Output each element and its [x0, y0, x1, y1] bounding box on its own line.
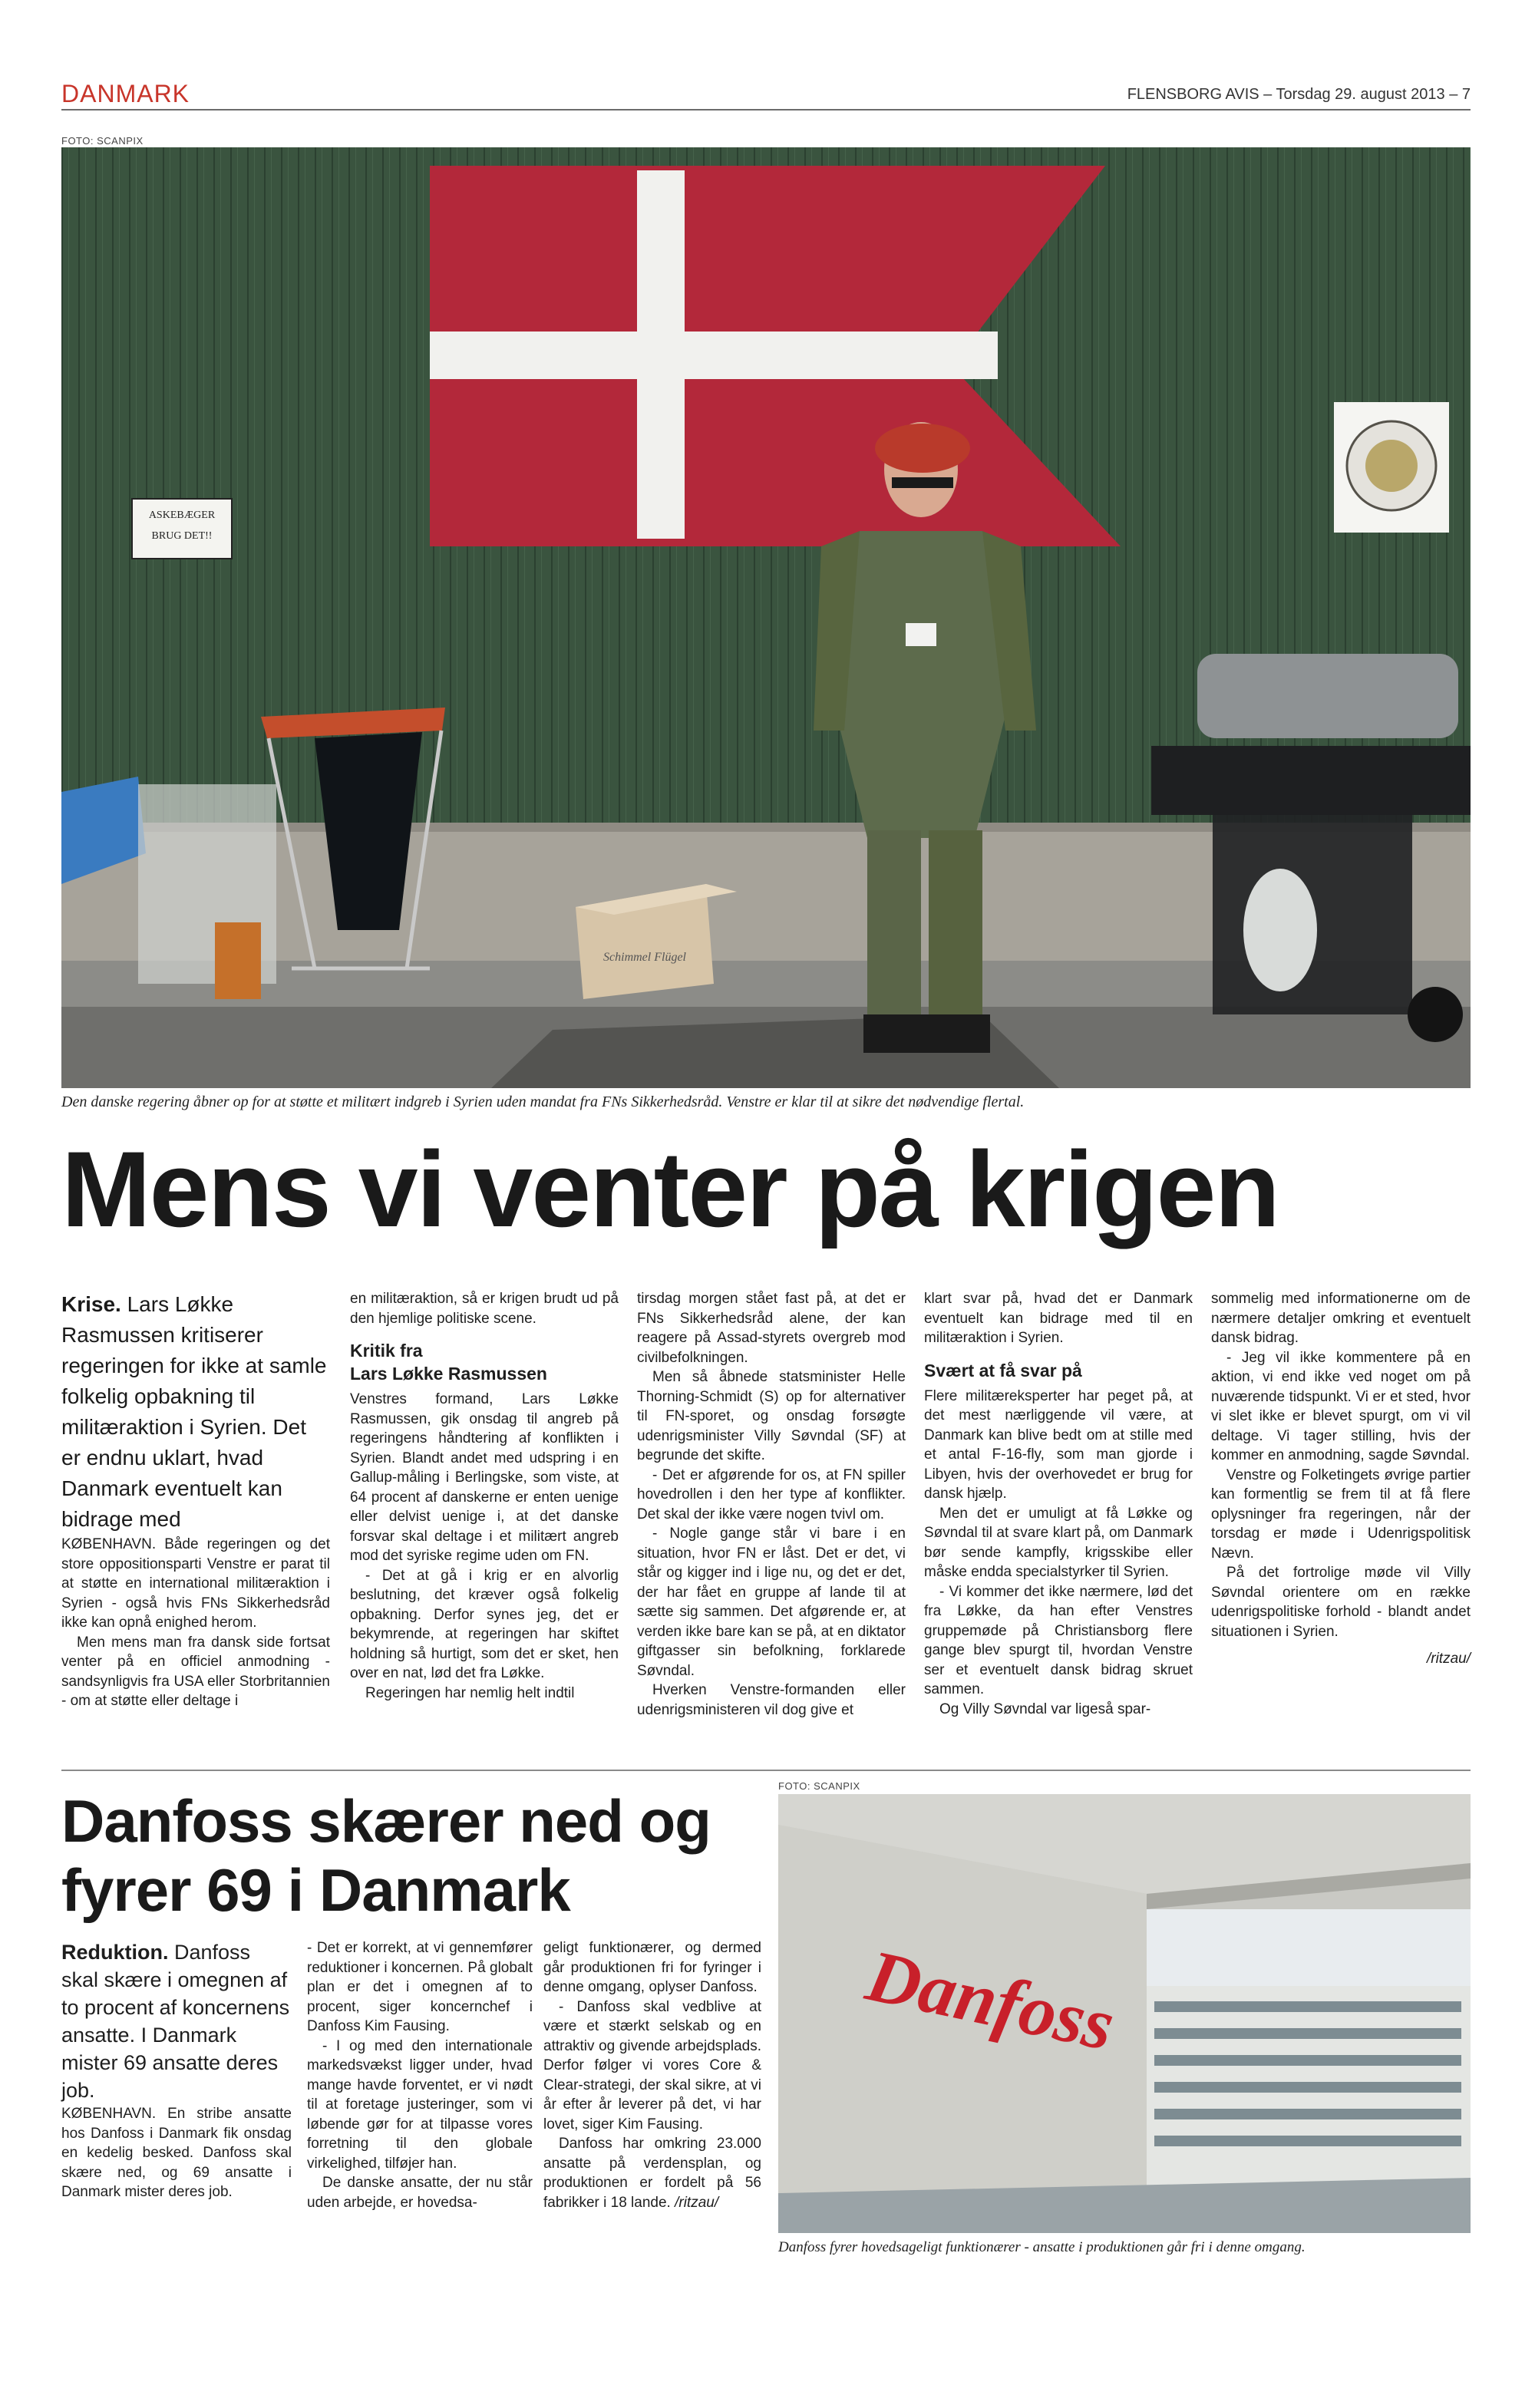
folio: FLENSBORG AVIS – Torsdag 29. august 2013 – 7 [1127, 86, 1471, 103]
paragraph: - Det at gå i krig er en alvorlig beslutning, det kræver også folkelig opbakning. Derfor synes jeg, det er bekymrende, at regeringen har skiftet holdning så hurtigt, som det er sket, hen over en nat, lød det fra Løkke. [350, 1567, 619, 1681]
paragraph: Regeringen har nemlig helt indtil [365, 1684, 575, 1701]
article-column-4 [924, 1289, 1193, 1719]
article-2-column-1 [61, 1938, 292, 2202]
paragraph: Venstre og Folketingets øvrige partier kan formentlig se frem til at få flere oplysninger fra regeringen, når der torsdag er møde i Udenrigspolitisk Nævn. [1211, 1466, 1471, 1562]
wall-sign-text-1: ASKEBÆGER [148, 510, 216, 521]
paragraph: - Det er afgørende for os, at FN spiller hovedrollen i den her type af konflikter. Det skal der ikke være nogen tvivl om. [637, 1466, 906, 1522]
box-writing: Schimmel Flügel [603, 951, 686, 964]
photo-caption: Den danske regering åbner op for at støtte et militært indgreb i Syrien uden mandat fra FNs Sikkerhedsråd. Venstre er klar til at sikre det nødvendige flertal. [61, 1093, 1025, 1110]
paragraph: tirsdag morgen stået fast på, at det er FNs Sikkerhedsråd alene, der kan reagere på Assad-styrets overgreb mod civilbefolkningen. [637, 1291, 906, 1366]
article-2-lead [61, 1938, 292, 2104]
paragraph: Og Villy Søvndal var ligeså spar- [939, 1700, 1151, 1717]
lead-kicker: Reduktion. [61, 1941, 169, 1964]
subheading-line-1: Kritik fra [350, 1341, 423, 1361]
paragraph: en militæraktion, så er krigen brudt ud på den hjemlige politiske scene. [350, 1291, 619, 1327]
danfoss-photo-graphic [778, 1794, 1471, 2233]
lead-text: Danfoss skal skære i omegnen af to procent af koncernens ansatte. I Danmark mister 69 ansatte deres job. [61, 1941, 290, 2102]
headline-line-1: Danfoss skærer ned og [61, 1787, 711, 1855]
article-column-1 [61, 1289, 330, 1711]
article-2-column-3 [543, 1938, 761, 2212]
byline-ritzau: /ritzau/ [1426, 1651, 1471, 1667]
subheading-line-2: Lars Løkke Rasmussen [350, 1364, 547, 1384]
paragraph: - Danfoss skal vedblive at være et stærkt selskab og en attraktiv og givende arbejdsplads. Derfor følger vi vores Core & Clear-strategi, der skal sikre, at vi år efter år leverer på det, vi har lovet, siger Kim Fausing. [543, 1998, 761, 2133]
danfoss-photo [778, 1794, 1471, 2233]
lead-text: Lars Løkke Rasmussen kritiserer regeringen for ikke at samle folkelig opbakning til militæraktion i Syrien. Det er endnu uklart, hvad Danmark eventuelt kan bidrage med [61, 1292, 327, 1531]
paragraph: geligt funktionærer, og dermed går produktionen fri for fyringer i denne omgang, oplyser Danfoss. [543, 1940, 761, 1995]
paragraph: Men så åbnede statsminister Helle Thorning-Schmidt (S) op for alternativer til FN-sporet, og onsdag forsøgte udenrigsminister Villy Søvndal (SF) at begrunde det skifte. [637, 1369, 906, 1463]
paragraph: - Jeg vil ikke kommentere på en aktion, vi end ikke ved noget om på nuværende tidspunkt. Vi er et sted, hvor vi slet ikke er blevet spurgt, om vi vil deltage. Vi tager stilling, hvis der kommer en anmodning, sagde Søvndal. [1211, 1349, 1471, 1463]
paragraph: Hverken Venstre-formanden eller udenrigsministeren vil dog give et [637, 1682, 906, 1718]
paragraph: Men det er umuligt at få Løkke og Søvndal til at svare klart på, om Danmark bør sende kampfly, krigsskibe eller måske endda specialstyrker til Syrien. [924, 1505, 1193, 1580]
byline-ritzau: /ritzau/ [675, 2194, 719, 2211]
photo-credit: FOTO: SCANPIX [61, 135, 144, 147]
paragraph: - Nogle gange står vi bare i en situation, hvor FN er låst. Det er det, vi står og kigger ind i lige nu, og det er det, der har fået en gruppe af lande til at sætte sig sammen. Det afgørende er, at verden ikke bare kan se på, at en diktator giftgasser sin befolkning, forklarede Søvndal. [637, 1526, 906, 1679]
paragraph-text: Danfoss har omkring 23.000 ansatte på verdensplan, og produktionen er fordelt på 56 fabrikker i 18 lande. [543, 2136, 761, 2211]
paragraph: Venstres formand, Lars Løkke Rasmussen, gik onsdag til angreb på regeringens håndtering af konflikten i Syrien. Blandt andet med udspring i en Gallup-måling i Berlingske, som viste, at 64 procent af danskerne er enten uenige eller delvist uenige i, at det danske forsvar skal deltage i et militært angreb mod det syriske regime uden om FN. [350, 1391, 619, 1564]
subheading [350, 1339, 619, 1385]
paragraph: Men mens man fra dansk side fortsat venter på en officiel anmodning - sandsynligvis fra USA eller Storbritannien - om at støtte eller deltage i [61, 1634, 330, 1709]
paragraph: - Vi kommer det ikke nærmere, lød det fra Løkke, da han efter Venstres gruppemøde på Christiansborg flere gange blev spurgt til, hvordan Venstre ser et eventuelt dansk bidrag skruet sammen. [924, 1583, 1193, 1697]
soldier-photo-graphic [61, 147, 1471, 1088]
article-2-headline [61, 1786, 711, 1925]
article-column-2 [350, 1289, 619, 1703]
lead-kicker: Krise. [61, 1292, 121, 1316]
headline-line-2: fyrer 69 i Danmark [61, 1856, 570, 1924]
paragraph: De danske ansatte, der nu står uden arbejde, er hovedsa- [307, 2175, 533, 2211]
section-divider [61, 1770, 1471, 1771]
article-column-5 [1211, 1289, 1471, 1669]
paragraph: KØBENHAVN. En stribe ansatte hos Danfoss i Danmark fik onsdag en kedelig besked. Danfoss skal skære ned, og 69 ansatte i Danmark mister deres job. [61, 2106, 292, 2200]
section-name: DANMARK [61, 80, 190, 107]
danfoss-logo: Danfoss [860, 1934, 1122, 2067]
paragraph: - I og med den internationale markedsvækst ligger under, hvad mange havde forventet, er vi nødt til at foretage justeringer, som vi løbende gør for at tilpasse vores forretning til den globale virkelighed, tilføjer han. [307, 2037, 533, 2172]
soldier-photo [61, 147, 1471, 1088]
article-headline: Mens vi venter på krigen [61, 1129, 1279, 1249]
page-header [61, 80, 1471, 111]
article-2-column-2 [307, 1938, 533, 2212]
paragraph: KØBENHAVN. Både regeringen og det store oppositionsparti Venstre er parat til at støtte en international militæraktion i Syrien - også hvis FNs Sikkerhedsråd ikke kan opnå enighed herom. [61, 1536, 330, 1631]
wall-sign-text-2: BRUG DET!! [151, 530, 213, 542]
photo-2-caption: Danfoss fyrer hovedsageligt funktionærer - ansatte i produktionen går fri i denne omgang. [778, 2239, 1306, 2255]
article-column-3 [637, 1289, 906, 1720]
photo-2-credit: FOTO: SCANPIX [778, 1780, 860, 1792]
subheading: Svært at få svar på [924, 1360, 1082, 1380]
paragraph: klart svar på, hvad det er Danmark eventuelt kan bidrage med til en militæraktion i Syrien. [924, 1291, 1193, 1346]
paragraph [543, 2134, 761, 2212]
article-lead [61, 1289, 330, 1535]
paragraph: sommelig med informationerne om de nærmere detaljer omkring et eventuelt dansk bidrag. [1211, 1291, 1471, 1346]
paragraph: Flere militæreksperter har peget på, at det mest nærliggende vil være, at Danmark kan blive bedt om at stille med et antal F-16-fly, som man gjorde i Libyen, hvis der overhovedet er brug for dansk hjælp. [924, 1387, 1193, 1502]
paragraph: - Det er korrekt, at vi gennemfører reduktioner i koncernen. På globalt plan er det i omegnen af to procent, siger koncernchef i Danfoss Kim Fausing. [307, 1940, 533, 2034]
paragraph: På det fortrolige møde vil Villy Søvndal orientere om en række udenrigspolitiske forhold - blandt andet situationen i Syrien. [1211, 1565, 1471, 1640]
